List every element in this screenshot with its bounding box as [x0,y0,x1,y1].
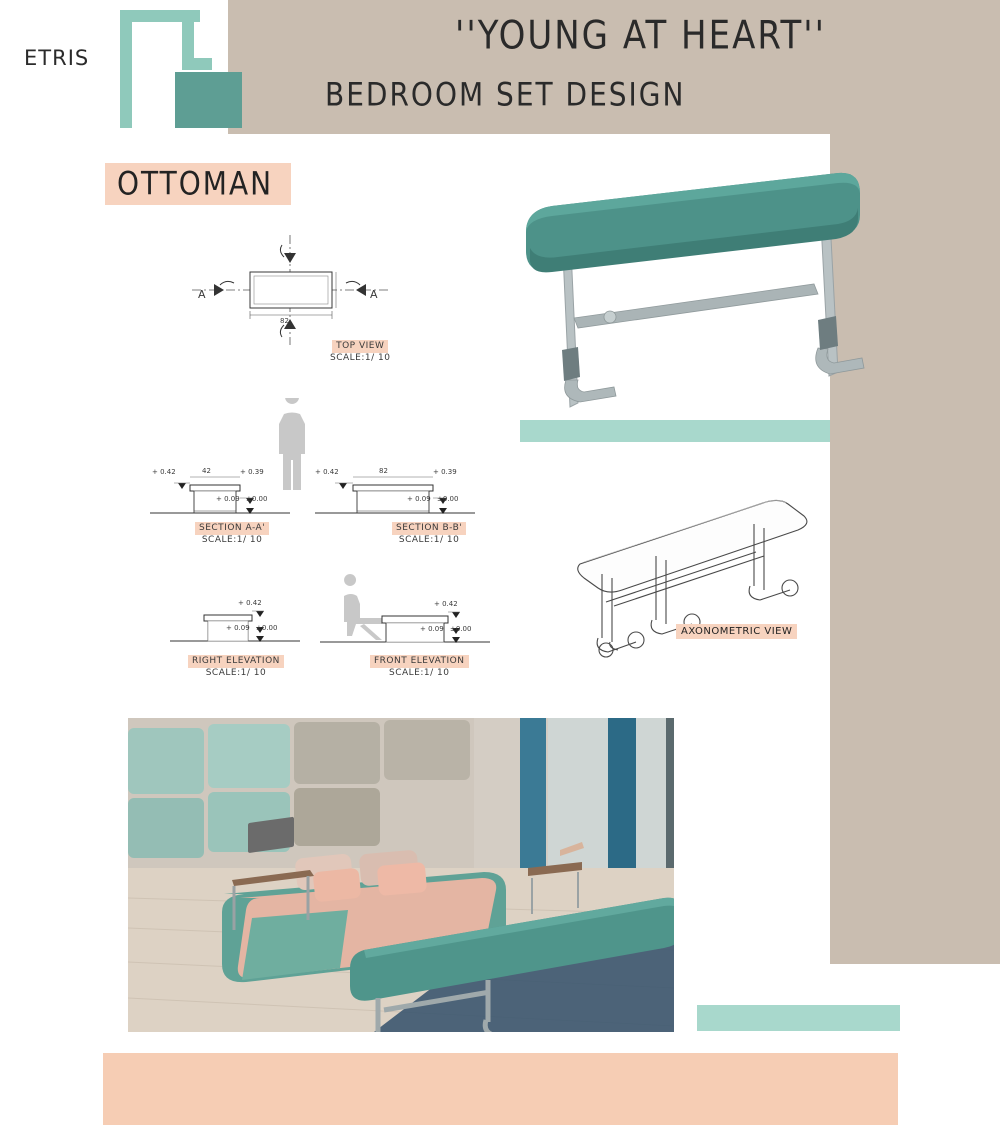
room-render-image [128,718,674,1032]
front-elevation-caption [370,655,469,679]
front-elevation-title: FRONT ELEVATION [370,655,469,668]
section-mark-a-left: A [198,288,206,301]
front-elevation-drawing [320,570,490,656]
section-mark-a-right: A [370,288,378,301]
top-view-drawing [180,225,400,355]
section-aa-caption [195,522,269,546]
top-view-dimension: 82 [280,317,289,325]
right-elevation-drawing [160,585,300,655]
axonometric-title: AXONOMETRIC VIEW [676,624,797,639]
right-elevation-scale: SCALE:1/ 10 [205,668,267,678]
section-bb-caption [392,522,466,546]
section-bb-dim-top: + 0.42 [315,468,339,476]
right-elevation-dim-low: + 0.09 [226,624,250,632]
section-aa-dim-top: + 0.42 [152,468,176,476]
section-aa-dim-zero: ±0.00 [246,495,268,503]
front-elevation-dim-zero: ±0.00 [450,625,472,633]
section-bb-dim-width: 82 [379,467,388,475]
right-elevation-caption [188,655,284,679]
section-bb-dim-low: + 0.09 [407,495,431,503]
section-aa-dim-width: 42 [202,467,211,475]
top-view-caption [330,340,390,364]
section-bb-drawing [315,455,475,525]
section-bb-scale: SCALE:1/ 10 [398,535,460,545]
section-aa-scale: SCALE:1/ 10 [201,535,263,545]
top-view-title: TOP VIEW [332,340,388,353]
section-bb-title: SECTION B-B' [392,522,466,535]
axonometric-drawing [540,452,860,682]
section-aa-dim-seat: + 0.39 [240,468,264,476]
peach-footer-bar [103,1053,898,1125]
brand-name: ETRIS [24,46,90,70]
section-aa-title: SECTION A-A' [195,522,269,535]
front-elevation-scale: SCALE:1/ 10 [389,668,450,678]
board-title: ''YOUNG AT HEART'' [455,13,826,59]
brand-logo [120,10,242,128]
section-aa-drawing [150,455,290,525]
product-render-image [500,170,890,420]
front-elevation-dim-low: + 0.09 [420,625,444,633]
section-bb-dim-seat: + 0.39 [433,468,457,476]
right-elevation-title: RIGHT ELEVATION [188,655,284,668]
section-aa-dim-low: + 0.09 [216,495,240,503]
right-elevation-dim-top: + 0.42 [238,599,262,607]
section-title: OTTOMAN [117,164,274,203]
mint-accent-bar-upper [520,420,830,442]
front-elevation-dim-top: + 0.42 [434,600,458,608]
mint-accent-bar-lower [697,1005,900,1031]
board-subtitle: BEDROOM SET DESIGN [325,75,686,114]
logo-square-icon [175,72,242,128]
section-bb-dim-zero: ±0.00 [437,495,459,503]
top-view-scale: SCALE:1/ 10 [330,353,391,363]
right-elevation-dim-zero: ±0.00 [256,624,278,632]
